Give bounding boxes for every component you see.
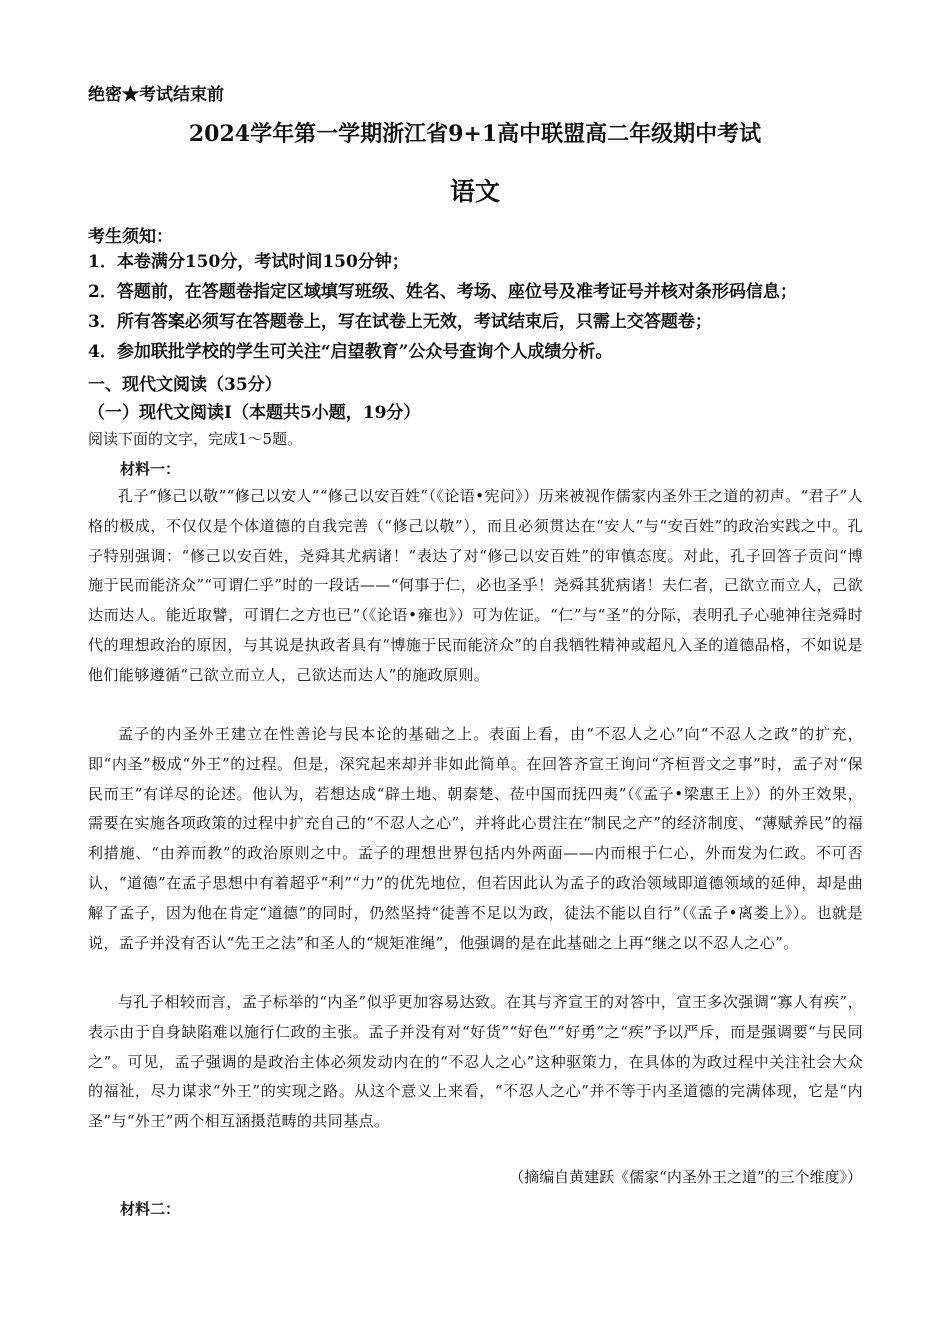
notice-item: 2．答题前，在答题卷指定区域填写班级、姓名、考场、座位号及准考证号并核对条形码信息； — [88, 282, 797, 302]
notice-item: 3．所有答案必须写在答题卷上，写在试卷上无效，考试结束后，只需上交答题卷； — [88, 312, 712, 332]
exam-title: 2024学年第一学期浙江省9+1高中联盟高二年级期中考试 — [188, 121, 762, 147]
material-one-label: 材料一： — [120, 460, 181, 478]
notice-item: 4．参加联批学校的学生可关注“启望教育”公众号查询个人成绩分析。 — [88, 342, 613, 362]
notice-heading: 考生须知： — [88, 227, 173, 247]
subject-title: 语文 — [449, 177, 500, 206]
reading-instruction: 阅读下面的文字，完成1～5题。 — [88, 430, 303, 448]
notice-item: 1．本卷满分150分，考试时间150分钟； — [88, 252, 409, 272]
section-subtitle: （一）现代文阅读Ⅰ（本题共5小题，19分） — [88, 403, 421, 423]
material-two-label: 材料二： — [120, 1200, 181, 1218]
section-title: 一、现代文阅读（35分） — [88, 375, 282, 395]
material-paragraph: 孔子“修己以敬”“修己以安人”“修己以安百姓”（《论语•宪问》）历来被视作儒家内圣外王之道的初声。“君子”人格的极成，不仅仅是个体道德的自我完善（“修己以敬”），而且必须贯达在“安人”与“安百姓”的政治实践之中。孔子特别强调：“修己以安百姓，尧舜其尤病诸！”表达了对“修己以安百姓”的审慎态度。对此，孔子回答子贡问“博施于民而能济众”“可谓仁乎”时的一段话——“何事于仁，必也圣乎！尧舜其犹病诸！夫仁者，己欲立而立人，己欲达而达人。能近取譬，可谓仁之方也已”（《论语•雍也》）可为佐证。“仁”与“圣”的分际，表明孔子心驰神往尧舜时代的理想政治的原因，与其说是执政者具有“博施于民而能济众”的自我牺牲精神或超凡入圣的道德品格，不如说是他们能够遵循“己欲立而立人，己欲达而达人”的施政原则。 — [88, 487, 863, 684]
material-source: （摘编自黄建跃《儒家“内圣外王之道”的三个维度》） — [509, 1168, 862, 1186]
material-paragraph: 与孔子相较而言，孟子标举的“内圣”似乎更加容易达致。在其与齐宣王的对答中，宣王多次强调“寡人有疾”，表示由于自身缺陷难以施行仁政的主张。孟子并没有对“好货”“好色”“好勇”之“疾”予以严斥，而是强调要“与民同之”。可见，孟子强调的是政治主体必须发动内在的“不忍人之心”这种驱策力，在具体的为政过程中关注社会大众的福祉，尽力谋求“外王”的实现之路。从这个意义上来看，“不忍人之心”并不等于内圣道德的完满体现，它是“内圣”与“外王”两个相互涵摄范畴的共同基点。 — [88, 993, 863, 1131]
confidential-label: 绝密★考试结束前 — [88, 85, 224, 105]
material-paragraph: 孟子的内圣外王建立在性善论与民本论的基础之上。表面上看，由“不忍人之心”向“不忍人之政”的扩充，即“内圣”极成“外王”的过程。但是，深究起来却并非如此简单。在回答齐宣王询问“齐桓晋文之事”时，孟子对“保民而王”有详尽的论述。他认为，若想达成“辟土地、朝秦楚、莅中国而抚四夷”（《孟子•梁惠王上》）的外王效果，需要在实施各项政策的过程中扩充自己的“不忍人之心”，并将此心贯注在“制民之产”的经济制度、“薄赋养民”的福利措施、“由养而教”的政治原则之中。孟子的理想世界包括内外两面——内而根于仁心，外而发为仁政。不可否认，“道德”在孟子思想中有着超乎“利”“力”的优先地位，但若因此认为孟子的政治领域即道德领域的延伸，却是曲解了孟子，因为他在肯定“道德”的同时，仍然坚持“徒善不足以为政，徒法不能以自行”（《孟子•离娄上》）。也就是说，孟子并没有否认“先王之法”和圣人的“规矩准绳”，他强调的是在此基础之上再“继之以不忍人之心”。 — [88, 725, 863, 952]
